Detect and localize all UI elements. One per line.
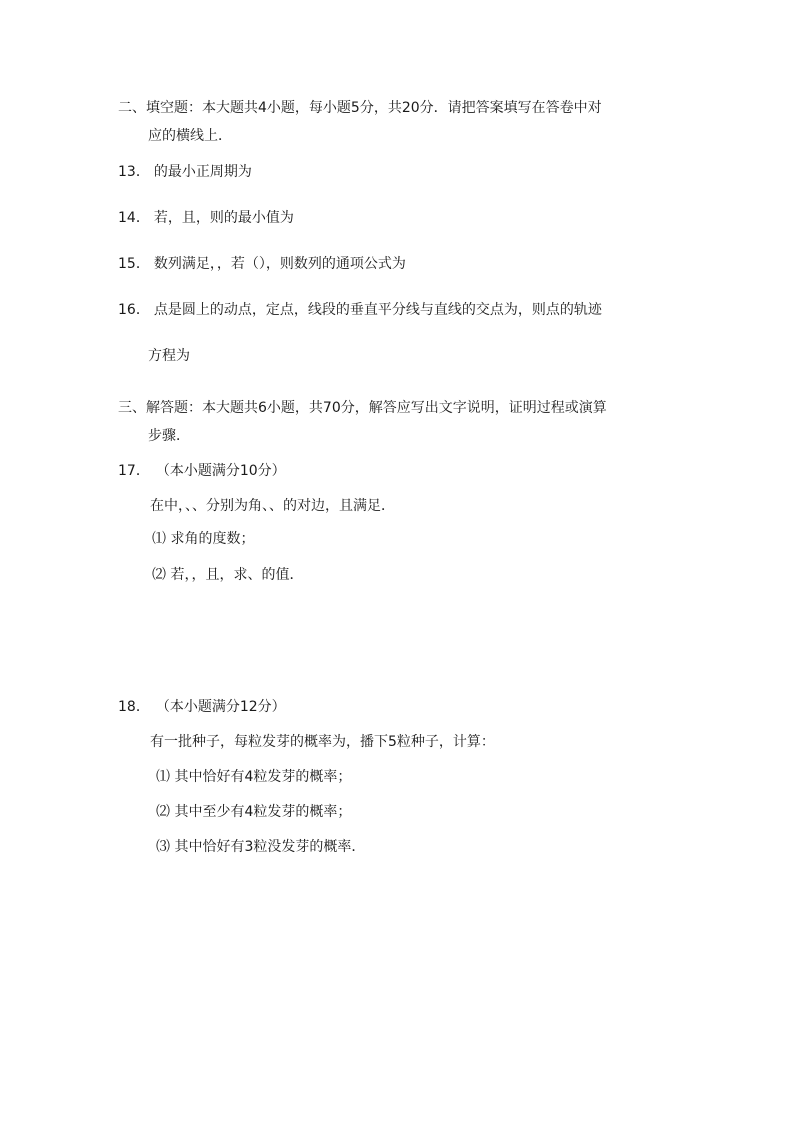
question-16 [118, 300, 602, 320]
question-18-number: 18． [118, 699, 150, 715]
question-18-part-3: ⑶ 其中恰好有3粒没发芽的概率． [156, 839, 366, 855]
section-2-heading-line1: 二、填空题：本大题共4小题，每小题5分，共20分．请把答案填写在答卷中对 [118, 100, 602, 116]
question-16-number: 16． [118, 302, 150, 318]
question-17-header [118, 461, 286, 481]
question-18-header [118, 697, 286, 717]
section-3-heading-line1: 三、解答题：本大题共6小题，共70分，解答应写出文字说明，证明过程或演算 [118, 400, 607, 416]
section-3-heading-line2: 步骤． [148, 428, 190, 444]
question-14 [118, 208, 294, 228]
question-15 [118, 254, 406, 274]
question-17-part-2: ⑵ 若，，且，求、的值． [152, 567, 304, 583]
question-18-part-2: ⑵ 其中至少有4粒发芽的概率； [156, 804, 352, 820]
question-16-text-continued: 方程为 [148, 348, 190, 364]
section-2-heading-line2: 应的横线上． [148, 128, 232, 144]
question-17-part-1: ⑴ 求角的度数； [152, 531, 255, 547]
question-13-number: 13． [118, 164, 150, 180]
question-15-number: 15． [118, 256, 150, 272]
question-17-title: （本小题满分10分） [155, 463, 286, 479]
question-13 [118, 162, 252, 182]
question-18-part-1: ⑴ 其中恰好有4粒发芽的概率； [156, 769, 352, 785]
question-14-number: 14． [118, 210, 150, 226]
question-18-title: （本小题满分12分） [155, 699, 286, 715]
question-16-text: 点是圆上的动点，定点，线段的垂直平分线与直线的交点为，则点的轨迹 [153, 302, 602, 318]
question-17-number: 17． [118, 463, 150, 479]
question-13-text: 的最小正周期为 [153, 164, 252, 180]
question-18-stem: 有一批种子，每粒发芽的概率为，播下5粒种子，计算： [150, 734, 495, 750]
question-17-stem: 在中，、、分别为角、、的对边，且满足． [150, 498, 395, 514]
question-15-text: 数列满足，，若（），则数列的通项公式为 [153, 256, 406, 272]
question-14-text: 若，且，则的最小值为 [153, 210, 294, 226]
